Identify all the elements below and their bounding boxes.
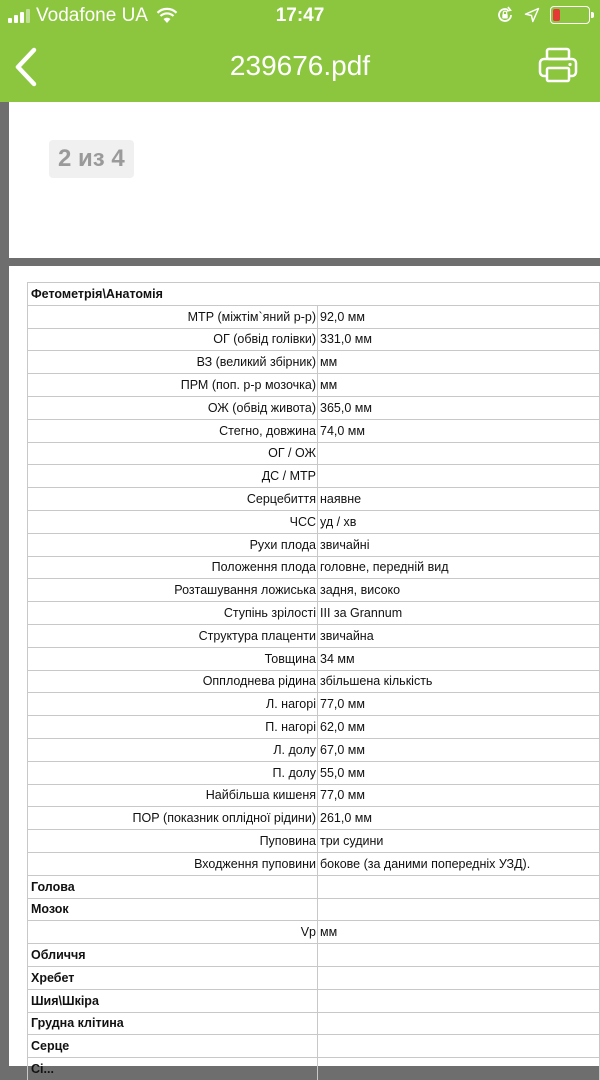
row-value [318,465,600,487]
row-value [318,1013,600,1035]
row-value: задня, високо [318,579,600,601]
row-label: Серцебиття [28,488,318,510]
table-header-row [27,282,600,305]
row-value: мм [318,921,600,943]
table-row [27,761,600,784]
row-label: Положення плода [28,557,318,579]
row-value: звичайні [318,534,600,556]
row-value [318,443,600,465]
row-label: Голова [28,876,318,898]
row-value: звичайна [318,625,600,647]
row-label: Опплоднева рідина [28,671,318,693]
table-row [27,1012,600,1035]
row-value: збільшена кількість [318,671,600,693]
row-value: 92,0 мм [318,306,600,328]
row-value [318,1035,600,1057]
table-row [27,1057,600,1080]
row-value: 77,0 мм [318,785,600,807]
row-label: ОГ (обвід голівки) [28,329,318,351]
table-header: Фетометрія\Анатомія [28,283,600,305]
table-row [27,442,600,465]
carrier-name: Vodafone UA [36,5,148,26]
table-row [27,715,600,738]
row-value [318,967,600,989]
row-label: Стегно, довжина [28,420,318,442]
row-value: 62,0 мм [318,716,600,738]
table-row [27,966,600,989]
page-indicator: 2 из 4 [49,140,134,178]
report-table [27,282,600,1080]
row-value [318,1058,600,1080]
row-label: Пуповина [28,830,318,852]
row-value: 34 мм [318,648,600,670]
row-value: 365,0 мм [318,397,600,419]
row-label: МТР (міжтім`яний р-р) [28,306,318,328]
document-title: 239676.pdf [229,50,371,81]
app-header [0,0,600,102]
row-label: Шия\Шкіра [28,990,318,1012]
table-row [27,1034,600,1057]
row-label: Мозок [28,899,318,921]
row-label: Найбільша кишеня [28,785,318,807]
status-icons [496,6,590,24]
row-value: уд / хв [318,511,600,533]
table-row [27,898,600,921]
table-row [27,373,600,396]
table-row [27,920,600,943]
row-label: ДС / МТР [28,465,318,487]
row-label: Хребет [28,967,318,989]
row-value: 74,0 мм [318,420,600,442]
row-label: Л. нагорі [28,693,318,715]
table-row [27,670,600,693]
row-label: П. нагорі [28,716,318,738]
table-row [27,328,600,351]
table-row [27,989,600,1012]
row-value: три судини [318,830,600,852]
table-row [27,806,600,829]
row-value: мм [318,374,600,396]
rotation-lock-icon [496,6,514,24]
row-value [318,944,600,966]
row-label: ПРМ (поп. р-р мозочка) [28,374,318,396]
table-row [27,419,600,442]
row-label: Ступінь зрілості [28,602,318,624]
status-bar [0,0,600,34]
current-page[interactable] [9,266,600,1076]
table-row [27,624,600,647]
table-row [27,943,600,966]
row-label: Входження пуповини [28,853,318,875]
print-button[interactable] [538,46,578,84]
previous-page[interactable] [9,102,600,258]
row-value: мм [318,351,600,373]
row-label: ОЖ (обвід живота) [28,397,318,419]
table-row [27,852,600,875]
table-row [27,464,600,487]
table-row [27,396,600,419]
table-row [27,829,600,852]
row-value: III за Grannum [318,602,600,624]
row-value [318,899,600,921]
row-label: Обличчя [28,944,318,966]
table-row [27,305,600,328]
table-row [27,556,600,579]
row-label: Розташування ложиська [28,579,318,601]
row-label: ВЗ (великий збірник) [28,351,318,373]
table-row [27,738,600,761]
row-label: П. долу [28,762,318,784]
row-value: 77,0 мм [318,693,600,715]
row-value: 261,0 мм [318,807,600,829]
row-value: 67,0 мм [318,739,600,761]
row-label: Структура плаценти [28,625,318,647]
table-row [27,350,600,373]
row-label: Грудна клітина [28,1013,318,1035]
row-label: Серце [28,1035,318,1057]
table-row [27,487,600,510]
battery-icon [550,6,590,24]
row-value: наявне [318,488,600,510]
table-row [27,784,600,807]
row-value: 55,0 мм [318,762,600,784]
location-icon [524,7,540,23]
row-label: ОГ / ОЖ [28,443,318,465]
row-value [318,876,600,898]
table-row [27,510,600,533]
row-value [318,990,600,1012]
row-value: 331,0 мм [318,329,600,351]
table-row [27,875,600,898]
row-value: головне, передній вид [318,557,600,579]
table-row [27,533,600,556]
row-label: Товщина [28,648,318,670]
table-row [27,601,600,624]
table-row [27,647,600,670]
row-label: Л. долу [28,739,318,761]
row-label: Vp [28,921,318,943]
row-label: Рухи плода [28,534,318,556]
row-label: Сі... [28,1058,318,1080]
row-value: бокове (за даними попередніх УЗД). [318,853,600,875]
table-row [27,692,600,715]
row-label: ЧСС [28,511,318,533]
status-time: 17:47 [275,5,325,26]
table-row [27,578,600,601]
row-label: ПОР (показник оплідної рідини) [28,807,318,829]
